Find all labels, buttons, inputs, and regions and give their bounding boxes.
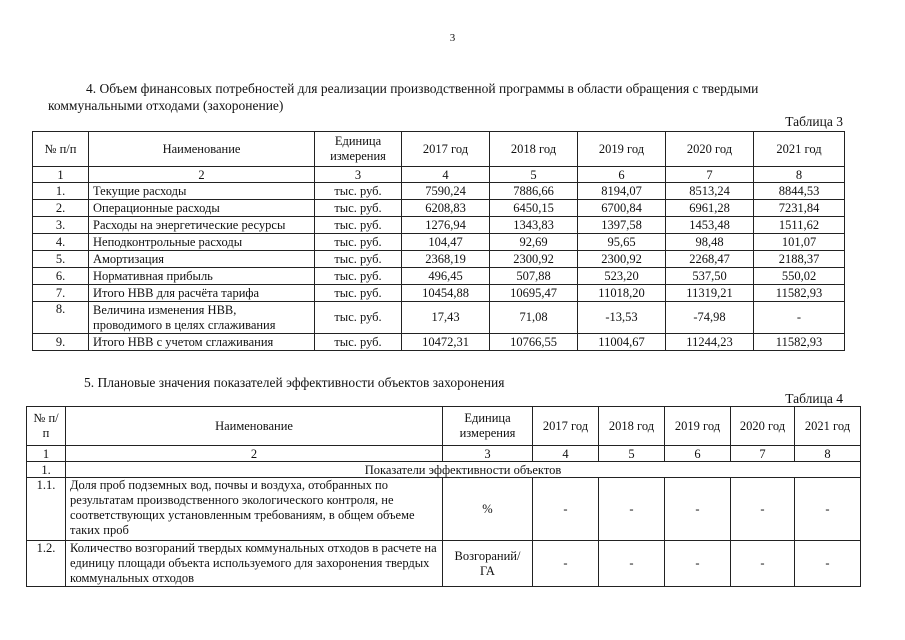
column-number: 5 xyxy=(599,446,665,462)
row-number: 7. xyxy=(33,285,89,302)
col-header-number: № п/п xyxy=(27,407,66,446)
section-4-heading-line2: коммунальными отходами (захоронение) xyxy=(48,98,284,113)
value-2021: - xyxy=(795,541,861,587)
column-number: 5 xyxy=(490,167,578,183)
value-2019: 1397,58 xyxy=(578,217,666,234)
value-2021: 11582,93 xyxy=(754,334,845,351)
row-name: Нормативная прибыль xyxy=(89,268,315,285)
col-header-number: № п/п xyxy=(33,132,89,167)
value-2020: 6961,28 xyxy=(666,200,754,217)
col-header-unit: Единица измерения xyxy=(315,132,402,167)
column-number: 8 xyxy=(795,446,861,462)
column-number: 6 xyxy=(578,167,666,183)
value-2019: 6700,84 xyxy=(578,200,666,217)
row-name-line1: Величина изменения НВВ, xyxy=(93,302,237,317)
value-2021: 1511,62 xyxy=(754,217,845,234)
value-2017: 104,47 xyxy=(402,234,490,251)
value-2019: 523,20 xyxy=(578,268,666,285)
column-number: 3 xyxy=(315,167,402,183)
row-number: 9. xyxy=(33,334,89,351)
section-row-title: Показатели эффективности объектов xyxy=(66,462,861,478)
column-number-row xyxy=(33,167,845,183)
table-4-header-row xyxy=(27,407,861,446)
col-header-2017: 2017 год xyxy=(533,407,599,446)
column-number: 4 xyxy=(402,167,490,183)
row-unit: тыс. руб. xyxy=(315,200,402,217)
col-header-2019: 2019 год xyxy=(578,132,666,167)
col-header-name: Наименование xyxy=(66,407,443,446)
row-number: 1.1. xyxy=(27,478,66,541)
value-2019: 2300,92 xyxy=(578,251,666,268)
row-unit: тыс. руб. xyxy=(315,334,402,351)
value-2018: - xyxy=(599,478,665,541)
row-name-line2: проводимого в целях сглаживания xyxy=(93,317,276,332)
table-row xyxy=(33,217,845,234)
value-2018: - xyxy=(599,541,665,587)
table-row xyxy=(33,200,845,217)
value-2019: - xyxy=(665,478,731,541)
value-2020: 2268,47 xyxy=(666,251,754,268)
col-header-2018: 2018 год xyxy=(490,132,578,167)
value-2017: 6208,83 xyxy=(402,200,490,217)
value-2017: - xyxy=(533,478,599,541)
table-row xyxy=(33,334,845,351)
row-unit: тыс. руб. xyxy=(315,183,402,200)
value-2017: 2368,19 xyxy=(402,251,490,268)
financial-needs-table xyxy=(32,131,845,351)
section-row xyxy=(27,462,861,478)
value-2017: - xyxy=(533,541,599,587)
value-2021: 11582,93 xyxy=(754,285,845,302)
value-2021: 7231,84 xyxy=(754,200,845,217)
value-2019: 11004,67 xyxy=(578,334,666,351)
value-2018: 1343,83 xyxy=(490,217,578,234)
table-row xyxy=(27,478,861,541)
col-header-name: Наименование xyxy=(89,132,315,167)
value-2020: - xyxy=(731,541,795,587)
table-3-header-row xyxy=(33,132,845,167)
value-2020: 11244,23 xyxy=(666,334,754,351)
column-number: 7 xyxy=(731,446,795,462)
value-2018: 10766,55 xyxy=(490,334,578,351)
row-number: 4. xyxy=(33,234,89,251)
row-unit: % xyxy=(443,478,533,541)
value-2020: 1453,48 xyxy=(666,217,754,234)
row-number: 2. xyxy=(33,200,89,217)
value-2020: -74,98 xyxy=(666,302,754,334)
column-number: 7 xyxy=(666,167,754,183)
table-4-caption: Таблица 4 xyxy=(785,391,843,406)
column-number: 6 xyxy=(665,446,731,462)
row-unit: тыс. руб. xyxy=(315,285,402,302)
value-2020: 98,48 xyxy=(666,234,754,251)
row-unit: тыс. руб. xyxy=(315,217,402,234)
value-2017: 10454,88 xyxy=(402,285,490,302)
row-name: Итого НВВ с учетом сглаживания xyxy=(89,334,315,351)
table-row xyxy=(33,285,845,302)
value-2018: 7886,66 xyxy=(490,183,578,200)
row-name: Доля проб подземных вод, почвы и воздуха, отобранных по результатам производственного экологического контроля, не соответствующих установленным требованиям, в общем объеме таких проб xyxy=(66,478,443,541)
column-number: 2 xyxy=(66,446,443,462)
row-unit: Возгораний/ ГА xyxy=(443,541,533,587)
row-number: 8. xyxy=(33,302,89,334)
column-number: 1 xyxy=(33,167,89,183)
table-row xyxy=(33,251,845,268)
value-2019: 8194,07 xyxy=(578,183,666,200)
col-header-2019: 2019 год xyxy=(665,407,731,446)
col-header-2020: 2020 год xyxy=(731,407,795,446)
table-3-caption: Таблица 3 xyxy=(785,114,843,129)
value-2021: 550,02 xyxy=(754,268,845,285)
row-number: 6. xyxy=(33,268,89,285)
col-header-unit: Единица измерения xyxy=(443,407,533,446)
table-row xyxy=(33,302,845,334)
row-name: Неподконтрольные расходы xyxy=(89,234,315,251)
table-row xyxy=(33,268,845,285)
row-number: 3. xyxy=(33,217,89,234)
row-name: Расходы на энергетические ресурсы xyxy=(89,217,315,234)
value-2018: 507,88 xyxy=(490,268,578,285)
value-2017: 496,45 xyxy=(402,268,490,285)
section-4-heading-line1: 4. Объем финансовых потребностей для реализации производственной программы в области обращения с твердыми xyxy=(86,81,759,96)
section-row-number: 1. xyxy=(27,462,66,478)
value-2018: 10695,47 xyxy=(490,285,578,302)
table-row xyxy=(27,541,861,587)
value-2018: 92,69 xyxy=(490,234,578,251)
column-number: 3 xyxy=(443,446,533,462)
column-number: 8 xyxy=(754,167,845,183)
value-2017: 1276,94 xyxy=(402,217,490,234)
value-2017: 7590,24 xyxy=(402,183,490,200)
table-row xyxy=(33,183,845,200)
row-number: 1.2. xyxy=(27,541,66,587)
value-2020: 537,50 xyxy=(666,268,754,285)
col-header-2017: 2017 год xyxy=(402,132,490,167)
value-2021: 8844,53 xyxy=(754,183,845,200)
section-4-heading xyxy=(48,80,858,114)
table-row xyxy=(33,234,845,251)
efficiency-indicators-table xyxy=(26,406,861,587)
value-2019: 11018,20 xyxy=(578,285,666,302)
column-number: 2 xyxy=(89,167,315,183)
value-2018: 71,08 xyxy=(490,302,578,334)
col-header-2021: 2021 год xyxy=(754,132,845,167)
row-name: Амортизация xyxy=(89,251,315,268)
col-header-2021: 2021 год xyxy=(795,407,861,446)
column-number: 1 xyxy=(27,446,66,462)
value-2021: 101,07 xyxy=(754,234,845,251)
value-2020: 8513,24 xyxy=(666,183,754,200)
value-2017: 10472,31 xyxy=(402,334,490,351)
row-name xyxy=(89,302,315,334)
column-number-row xyxy=(27,446,861,462)
value-2021: - xyxy=(795,478,861,541)
row-unit: тыс. руб. xyxy=(315,268,402,285)
row-unit: тыс. руб. xyxy=(315,251,402,268)
row-name: Текущие расходы xyxy=(89,183,315,200)
col-header-2018: 2018 год xyxy=(599,407,665,446)
row-unit: тыс. руб. xyxy=(315,234,402,251)
column-number: 4 xyxy=(533,446,599,462)
value-2019: - xyxy=(665,541,731,587)
row-name: Операционные расходы xyxy=(89,200,315,217)
page-number: 3 xyxy=(449,32,456,44)
row-number: 1. xyxy=(33,183,89,200)
value-2018: 2300,92 xyxy=(490,251,578,268)
section-5-heading: 5. Плановые значения показателей эффективности объектов захоронения xyxy=(84,375,505,390)
value-2018: 6450,15 xyxy=(490,200,578,217)
row-name: Количество возгораний твердых коммунальных отходов в расчете на единицу площади объекта используемого для захоронения твердых коммунальных отходов xyxy=(66,541,443,587)
value-2017: 17,43 xyxy=(402,302,490,334)
value-2019: 95,65 xyxy=(578,234,666,251)
row-number: 5. xyxy=(33,251,89,268)
value-2020: - xyxy=(731,478,795,541)
value-2021: - xyxy=(754,302,845,334)
row-unit: тыс. руб. xyxy=(315,302,402,334)
row-name: Итого НВВ для расчёта тарифа xyxy=(89,285,315,302)
value-2020: 11319,21 xyxy=(666,285,754,302)
value-2019: -13,53 xyxy=(578,302,666,334)
value-2021: 2188,37 xyxy=(754,251,845,268)
col-header-2020: 2020 год xyxy=(666,132,754,167)
